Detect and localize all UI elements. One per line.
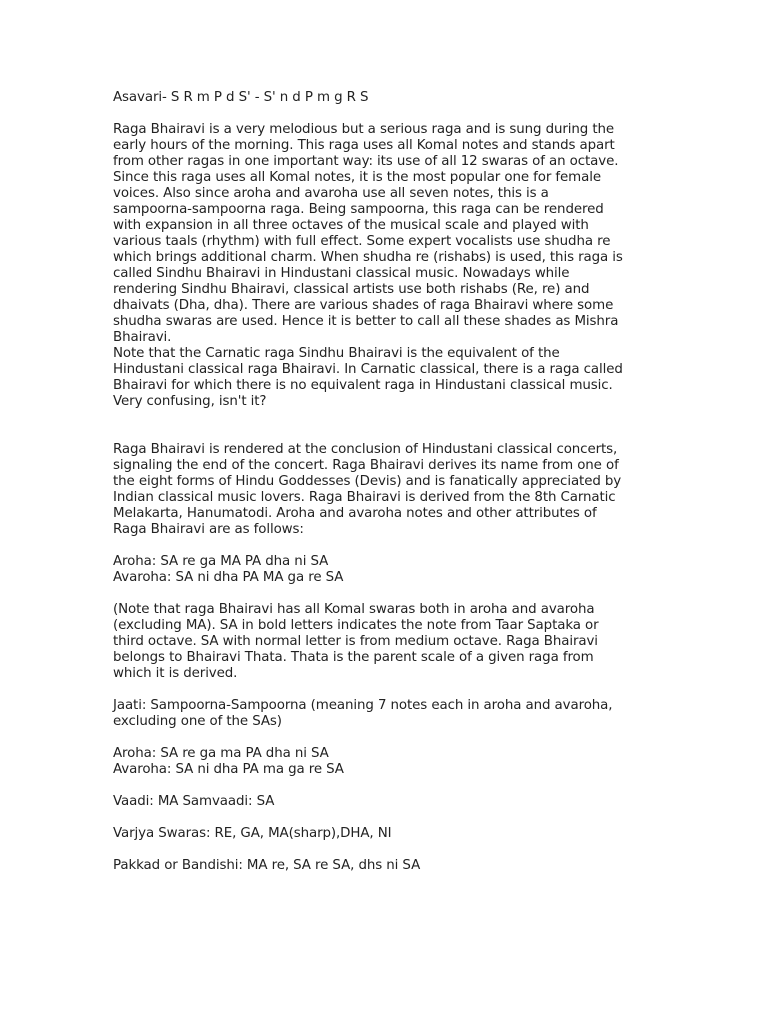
carnatic-note-paragraph: Note that the Carnatic raga Sindhu Bhairavi is the equivalent of the Hindustani classical raga Bhairavi. In Carnatic classical, there is a raga called Bhairavi for which there is no equivalent raga in Hindustani classical music. Very confusing, isn't it?	[113, 346, 623, 409]
spacer	[113, 730, 653, 746]
intro-paragraph: Raga Bhairavi is a very melodious but a serious raga and is sung during the early hours of the morning. This raga uses all Komal notes and stands apart from other ragas in one important way: its use of all 12 swaras of an octave. Since this raga uses all Komal notes, it is the most popular one for female voices. Also since aroha and avaroha use all seven notes, this is a sampoorna-sampoorna raga. Being sampoorna, this raga can be rendered with expansion in all three octaves of the musical scale and played with various taals (rhythm) with full effect. Some expert vocalists use shudha re which brings additional charm. When shudha re (rishabs) is used, this raga is called Sindhu Bhairavi in Hindustani classical music. Nowadays while rendering Sindhu Bhairavi, classical artists use both rishabs (Re, re) and dhaivats (Dha, dha). There are various shades of raga Bhairavi where some shudha swaras are used. Hence it is better to call all these shades as Mishra Bhairavi.	[113, 122, 623, 345]
vaadi-line: Vaadi: MA Samvaadi: SA	[113, 794, 275, 809]
aroha-line-2: Aroha: SA re ga ma PA dha ni SA	[113, 746, 329, 761]
avaroha-line-2: Avaroha: SA ni dha PA ma ga re SA	[113, 762, 344, 777]
varjya-swaras-line: Varjya Swaras: RE, GA, MA(sharp),DHA, NI	[113, 826, 392, 841]
spacer	[113, 810, 653, 826]
pakkad-line: Pakkad or Bandishi: MA re, SA re SA, dhs ni SA	[113, 858, 421, 873]
jaati-line: Jaati: Sampoorna-Sampoorna (meaning 7 notes each in aroha and avaroha, excluding one of the SAs)	[113, 698, 613, 729]
spacer	[113, 538, 653, 554]
document-page	[113, 90, 653, 874]
avaroha-line: Avaroha: SA ni dha PA MA ga re SA	[113, 570, 344, 585]
aroha-line: Aroha: SA re ga MA PA dha ni SA	[113, 554, 329, 569]
spacer	[113, 410, 653, 442]
spacer	[113, 682, 653, 698]
komal-note-paragraph: (Note that raga Bhairavi has all Komal swaras both in aroha and avaroha (excluding MA). SA in bold letters indicates the note from Taar Saptaka or third octave. SA with normal letter is from medium octave. Raga Bhairavi belongs to Bhairavi Thata. Thata is the parent scale of a given raga from which it is derived.	[113, 602, 599, 681]
conclusion-paragraph: Raga Bhairavi is rendered at the conclusion of Hindustani classical concerts, signaling the end of the concert. Raga Bhairavi derives its name from one of the eight forms of Hindu Goddesses (Devis) and is fanatically appreciated by Indian classical music lovers. Raga Bhairavi is derived from the 8th Carnatic Melakarta, Hanumatodi. Aroha and avaroha notes and other attributes of Raga Bhairavi are as follows:	[113, 442, 622, 537]
spacer	[113, 778, 653, 794]
asavari-scale-line: Asavari- S R m P d S' - S' n d P m g R S	[113, 90, 369, 105]
spacer	[113, 842, 653, 858]
spacer	[113, 106, 653, 122]
spacer	[113, 586, 653, 602]
